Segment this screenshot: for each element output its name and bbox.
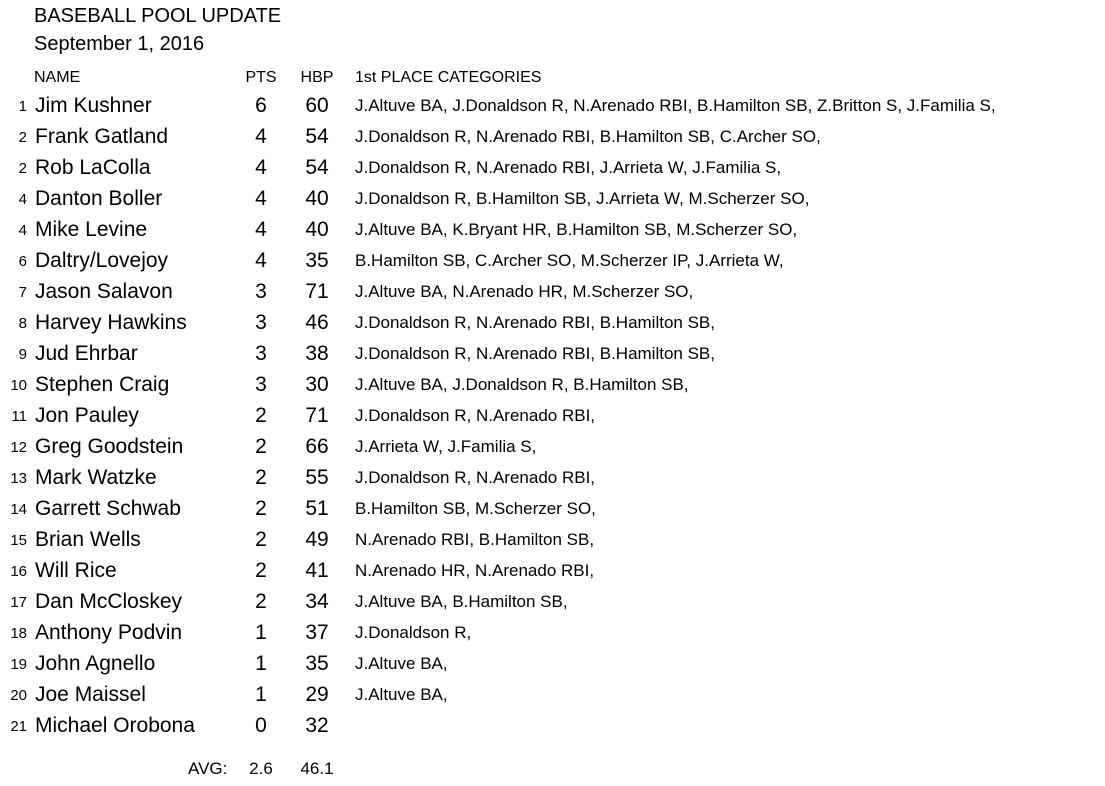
row-hbp: 71 bbox=[305, 404, 329, 427]
row-rank: 6 bbox=[18, 253, 27, 270]
row-categories: J.Arrieta W, J.Familia S, bbox=[355, 437, 537, 456]
row-pts: 4 bbox=[255, 156, 267, 179]
row-hbp: 35 bbox=[305, 652, 329, 675]
row-pts: 1 bbox=[255, 683, 267, 706]
row-name: Danton Boller bbox=[35, 187, 163, 210]
row-name: Jon Pauley bbox=[35, 404, 139, 427]
column-header-pts: PTS bbox=[245, 69, 277, 86]
page-title: BASEBALL POOL UPDATE bbox=[34, 5, 282, 27]
row-rank: 7 bbox=[18, 284, 27, 301]
row-hbp: 30 bbox=[305, 373, 329, 396]
row-pts: 1 bbox=[255, 652, 267, 675]
row-categories: J.Donaldson R, B.Hamilton SB, J.Arrieta W, M.Scherzer SO, bbox=[355, 189, 810, 208]
row-hbp: 29 bbox=[305, 683, 329, 706]
row-name: Jud Ehrbar bbox=[35, 342, 138, 365]
row-pts: 0 bbox=[255, 714, 267, 737]
row-rank: 21 bbox=[10, 718, 27, 735]
row-name: Michael Orobona bbox=[35, 714, 195, 737]
row-hbp: 54 bbox=[305, 156, 329, 179]
row-rank: 17 bbox=[10, 594, 27, 611]
row-hbp: 49 bbox=[305, 528, 329, 551]
row-hbp: 60 bbox=[305, 94, 329, 117]
row-name: Jim Kushner bbox=[35, 94, 152, 117]
row-rank: 20 bbox=[10, 687, 27, 704]
row-rank: 18 bbox=[10, 625, 27, 642]
row-hbp: 32 bbox=[305, 714, 329, 737]
row-name: Anthony Podvin bbox=[35, 621, 183, 644]
table-row bbox=[0, 245, 1105, 276]
table-row bbox=[0, 555, 1105, 586]
column-header-categories: 1st PLACE CATEGORIES bbox=[355, 69, 542, 86]
table-row bbox=[0, 648, 1105, 679]
table-row bbox=[0, 679, 1105, 710]
row-hbp: 71 bbox=[305, 280, 329, 303]
row-pts: 2 bbox=[255, 559, 267, 582]
row-hbp: 66 bbox=[305, 435, 329, 458]
row-categories: J.Donaldson R, bbox=[355, 623, 472, 642]
row-categories: J.Donaldson R, N.Arenado RBI, B.Hamilton SB, bbox=[355, 313, 715, 332]
row-name: Jason Salavon bbox=[35, 280, 173, 303]
table-row bbox=[0, 214, 1105, 245]
row-name: Daltry/Lovejoy bbox=[35, 249, 169, 272]
row-rank: 14 bbox=[10, 501, 27, 518]
row-pts: 3 bbox=[255, 311, 267, 334]
row-hbp: 40 bbox=[305, 218, 329, 241]
row-categories: J.Altuve BA, B.Hamilton SB, bbox=[355, 592, 568, 611]
row-rank: 15 bbox=[10, 532, 27, 549]
row-categories: J.Altuve BA, J.Donaldson R, B.Hamilton SB, bbox=[355, 375, 689, 394]
row-rank: 4 bbox=[18, 222, 27, 239]
row-rank: 9 bbox=[18, 346, 27, 363]
table-row bbox=[0, 183, 1105, 214]
table-row bbox=[0, 338, 1105, 369]
row-hbp: 35 bbox=[305, 249, 329, 272]
row-rank: 1 bbox=[18, 98, 27, 115]
row-rank: 11 bbox=[11, 408, 27, 425]
row-rank: 16 bbox=[10, 563, 27, 580]
row-pts: 4 bbox=[255, 218, 267, 241]
table-row bbox=[0, 307, 1105, 338]
standings-table bbox=[0, 90, 1105, 741]
table-row bbox=[0, 276, 1105, 307]
row-categories: J.Donaldson R, N.Arenado RBI, J.Arrieta W, J.Familia S, bbox=[355, 158, 782, 177]
table-row bbox=[0, 710, 1105, 741]
row-name: Garrett Schwab bbox=[35, 497, 181, 520]
table-row bbox=[0, 90, 1105, 121]
row-name: Mike Levine bbox=[35, 218, 148, 241]
row-pts: 3 bbox=[255, 342, 267, 365]
row-rank: 12 bbox=[10, 439, 27, 456]
row-hbp: 51 bbox=[305, 497, 329, 520]
row-name: Dan McCloskey bbox=[35, 590, 183, 613]
row-hbp: 38 bbox=[305, 342, 329, 365]
table-row bbox=[0, 121, 1105, 152]
row-categories: B.Hamilton SB, M.Scherzer SO, bbox=[355, 499, 596, 518]
row-pts: 3 bbox=[255, 280, 267, 303]
row-name: Rob LaColla bbox=[35, 156, 151, 179]
row-hbp: 37 bbox=[305, 621, 329, 644]
row-categories: J.Donaldson R, N.Arenado RBI, B.Hamilton SB, C.Archer SO, bbox=[355, 127, 821, 146]
row-name: Frank Gatland bbox=[35, 125, 169, 148]
row-name: John Agnello bbox=[35, 652, 156, 675]
update-date: September 1, 2016 bbox=[34, 33, 205, 55]
row-pts: 4 bbox=[255, 125, 267, 148]
table-row bbox=[0, 617, 1105, 648]
row-name: Joe Maissel bbox=[35, 683, 146, 706]
row-hbp: 34 bbox=[305, 590, 329, 613]
row-pts: 2 bbox=[255, 590, 267, 613]
row-categories: N.Arenado RBI, B.Hamilton SB, bbox=[355, 530, 595, 549]
row-categories: J.Altuve BA, N.Arenado HR, M.Scherzer SO, bbox=[355, 282, 694, 301]
column-header-hbp: HBP bbox=[300, 69, 334, 86]
row-pts: 2 bbox=[255, 404, 267, 427]
table-row bbox=[0, 586, 1105, 617]
row-pts: 1 bbox=[255, 621, 267, 644]
row-categories: J.Altuve BA, K.Bryant HR, B.Hamilton SB, M.Scherzer SO, bbox=[355, 220, 798, 239]
row-categories: J.Donaldson R, N.Arenado RBI, B.Hamilton SB, bbox=[355, 344, 715, 363]
row-pts: 4 bbox=[255, 187, 267, 210]
row-categories: J.Altuve BA, bbox=[355, 685, 448, 704]
table-row bbox=[0, 493, 1105, 524]
row-hbp: 55 bbox=[305, 466, 329, 489]
row-categories: J.Altuve BA, bbox=[355, 654, 448, 673]
average-pts: 2.6 bbox=[249, 759, 273, 778]
row-name: Greg Goodstein bbox=[35, 435, 184, 458]
row-pts: 2 bbox=[255, 528, 267, 551]
average-hbp: 46.1 bbox=[300, 759, 334, 778]
column-header-name: NAME bbox=[34, 69, 81, 86]
row-rank: 13 bbox=[10, 470, 27, 487]
table-row bbox=[0, 462, 1105, 493]
row-name: Will Rice bbox=[35, 559, 117, 582]
row-hbp: 46 bbox=[305, 311, 329, 334]
row-hbp: 54 bbox=[305, 125, 329, 148]
row-rank: 10 bbox=[10, 377, 27, 394]
row-pts: 2 bbox=[255, 497, 267, 520]
row-pts: 6 bbox=[255, 94, 267, 117]
row-rank: 2 bbox=[18, 160, 27, 177]
row-categories: J.Donaldson R, N.Arenado RBI, bbox=[355, 468, 596, 487]
table-row bbox=[0, 524, 1105, 555]
row-name: Stephen Craig bbox=[35, 373, 170, 396]
table-row bbox=[0, 152, 1105, 183]
row-pts: 4 bbox=[255, 249, 267, 272]
row-pts: 2 bbox=[255, 466, 267, 489]
table-row bbox=[0, 431, 1105, 462]
row-categories: J.Altuve BA, J.Donaldson R, N.Arenado RBI, B.Hamilton SB, Z.Britton S, J.Familia S, bbox=[355, 96, 996, 115]
average-label: AVG: bbox=[188, 759, 228, 778]
table-row bbox=[0, 400, 1105, 431]
row-name: Harvey Hawkins bbox=[35, 311, 187, 334]
row-rank: 4 bbox=[18, 191, 27, 208]
row-categories: N.Arenado HR, N.Arenado RBI, bbox=[355, 561, 595, 580]
row-rank: 8 bbox=[18, 315, 27, 332]
row-hbp: 41 bbox=[305, 559, 329, 582]
row-rank: 2 bbox=[18, 129, 27, 146]
row-pts: 3 bbox=[255, 373, 267, 396]
row-pts: 2 bbox=[255, 435, 267, 458]
row-categories: B.Hamilton SB, C.Archer SO, M.Scherzer IP, J.Arrieta W, bbox=[355, 251, 784, 270]
row-name: Brian Wells bbox=[35, 528, 141, 551]
row-rank: 19 bbox=[10, 656, 27, 673]
row-hbp: 40 bbox=[305, 187, 329, 210]
table-row bbox=[0, 369, 1105, 400]
row-categories: J.Donaldson R, N.Arenado RBI, bbox=[355, 406, 596, 425]
row-name: Mark Watzke bbox=[35, 466, 157, 489]
